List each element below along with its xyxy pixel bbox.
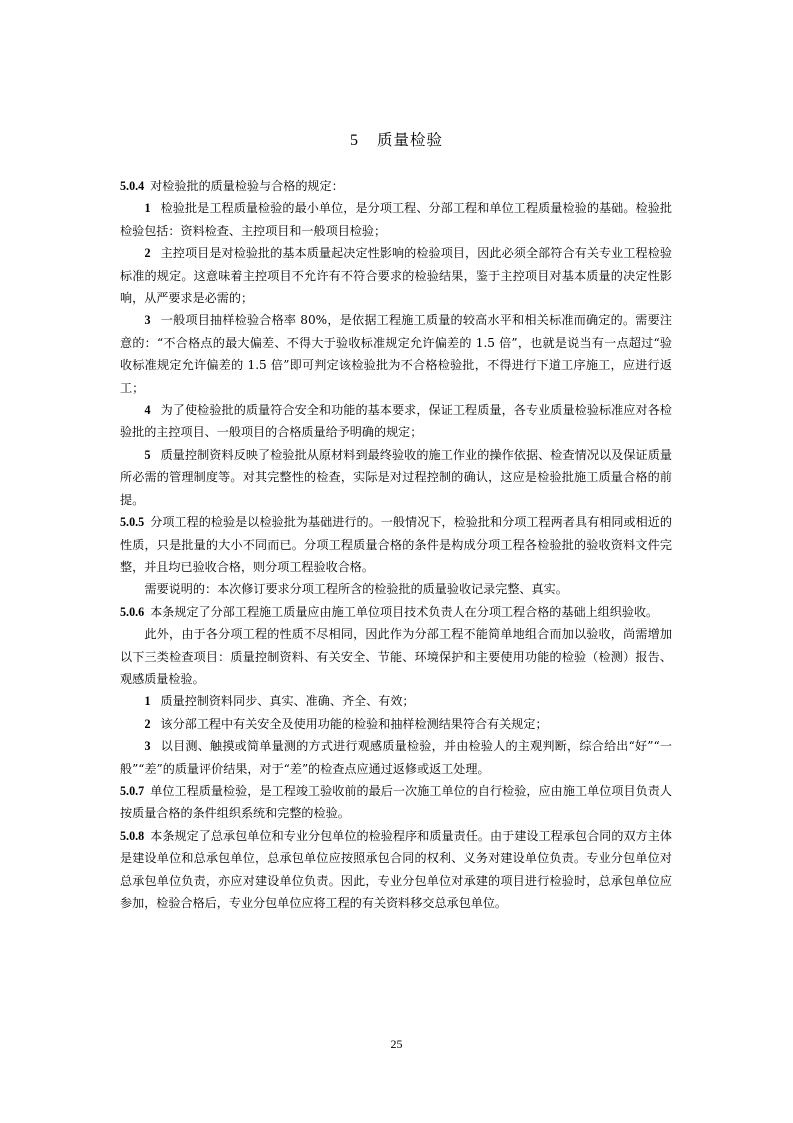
item-5: [120, 444, 672, 511]
item-number: 2: [144, 246, 151, 261]
item-number: 4: [144, 403, 151, 418]
clause-label: 5.0.7: [120, 783, 145, 798]
page-number: 25: [390, 1037, 403, 1051]
additional-paragraph: [120, 623, 672, 690]
clause-5-0-7: [120, 780, 672, 825]
clause-label: 5.0.5: [120, 515, 145, 530]
item-text: 一般项目抽样检验合格率 80%，是依据工程施工质量的较高水平和相关标准而确定的。需要注意的：“不合格点的最大偏差、不得大于验收标准规定允许偏差的 1.5 倍”，也就是说当有一点超过“验收标准规定允许偏差的 1.5 倍”即可判定该检验批为不合格检验批，不得进行下道工序施工，应进行返工；: [120, 313, 672, 395]
item-4: [120, 399, 672, 444]
clause-label: 5.0.8: [120, 828, 145, 843]
item-text: 以目测、触摸或简单量测的方式进行观感质量检验，并由检验人的主观判断，综合给出“好”“一般”“差”的质量评价结果，对于“差”的检查点应通过返修或返工处理。: [120, 739, 672, 776]
item-text: 主控项目是对检验批的基本质量起决定性影响的检验项目，因此必须全部符合有关专业工程检验标准的规定。这意味着主控项目不允许有不符合要求的检验结果，鉴于主控项目对基本质量的决定性影响，从严要求是必需的；: [120, 246, 672, 306]
item-text: 为了使检验批的质量符合安全和功能的基本要求，保证工程质量，各专业质量检验标准应对各检验批的主控项目、一般项目的合格质量给予明确的规定；: [120, 403, 672, 440]
paragraph-text: 需要说明的：本次修订要求分项工程所含的检验批的质量验收记录完整、真实。: [144, 582, 568, 597]
item-number: 3: [144, 313, 151, 328]
item-number: 3: [144, 739, 151, 754]
item-text: 质量控制资料同步、真实、准确、齐全、有效；: [160, 694, 415, 709]
section-number: 5: [349, 132, 359, 149]
clause-5-0-8: [120, 825, 672, 915]
item-number: 5: [144, 447, 151, 462]
item-number: 2: [144, 716, 151, 731]
item-text: 检验批是工程质量检验的最小单位，是分项工程、分部工程和单位工程质量检验的基础。检验批检验包括：资料检查、主控项目和一般项目检验；: [120, 201, 672, 238]
item-number: 1: [144, 201, 151, 216]
item-text: 该分部工程中有关安全及使用功能的检验和抽样检测结果符合有关规定；: [160, 716, 548, 731]
clause-text: 对检验批的质量检验与合格的规定：: [150, 179, 344, 193]
clause-5-0-5: [120, 511, 672, 578]
clause-label: 5.0.4: [120, 179, 145, 193]
check-item-2: [120, 713, 672, 735]
item-3: [120, 309, 672, 399]
paragraph-text: 此外，由于各分项工程的性质不尽相同，因此作为分部工程不能简单地组合而加以验收，尚需增加以下三类检查项目：质量控制资料、有关安全、节能、环境保护和主要使用功能的检验（检测）报告、观感质量检验。: [120, 627, 672, 686]
body-text: [120, 175, 672, 914]
check-item-3: [120, 735, 672, 780]
clause-text: 单位工程质量检验，是工程竣工验收前的最后一次施工单位的自行检验，应由施工单位项目负责人按质量合格的条件组织系统和完整的检验。: [120, 783, 672, 821]
section-title: [0, 128, 793, 150]
item-number: 1: [144, 694, 151, 709]
item-2: [120, 242, 672, 309]
note-paragraph: [120, 578, 672, 600]
clause-text: 本条规定了分部工程施工质量应由施工单位项目技术负责人在分项工程合格的基础上组织验收。: [150, 604, 659, 619]
check-item-1: [120, 690, 672, 712]
clause-label: 5.0.6: [120, 604, 145, 619]
clause-text: 分项工程的检验是以检验批为基础进行的。一般情况下，检验批和分项工程两者具有相同或相近的性质，只是批量的大小不同而已。分项工程质量合格的条件是构成分项工程各检验批的验收资料文件完整，并且均已验收合格，则分项工程验收合格。: [120, 515, 672, 574]
clause-5-0-4: [120, 175, 672, 197]
clause-text: 本条规定了总承包单位和专业分包单位的检验程序和质量责任。由于建设工程承包合同的双方主体是建设单位和总承包单位，总承包单位应按照承包合同的权利、义务对建设单位负责。专业分包单位对总承包单位负责，亦应对建设单位负责。因此，专业分包单位对承建的项目进行检验时，总承包单位应参加，检验合格后，专业分包单位应将工程的有关资料移交总承包单位。: [120, 828, 672, 910]
clause-5-0-6: [120, 601, 672, 623]
item-text: 质量控制资料反映了检验批从原材料到最终验收的施工作业的操作依据、检查情况以及保证质量所必需的管理制度等。对其完整性的检查，实际是对过程控制的确认，这应是检验批施工质量合格的前提。: [120, 447, 672, 507]
section-title-text: 质量检验: [376, 131, 443, 149]
item-1: [120, 197, 672, 242]
